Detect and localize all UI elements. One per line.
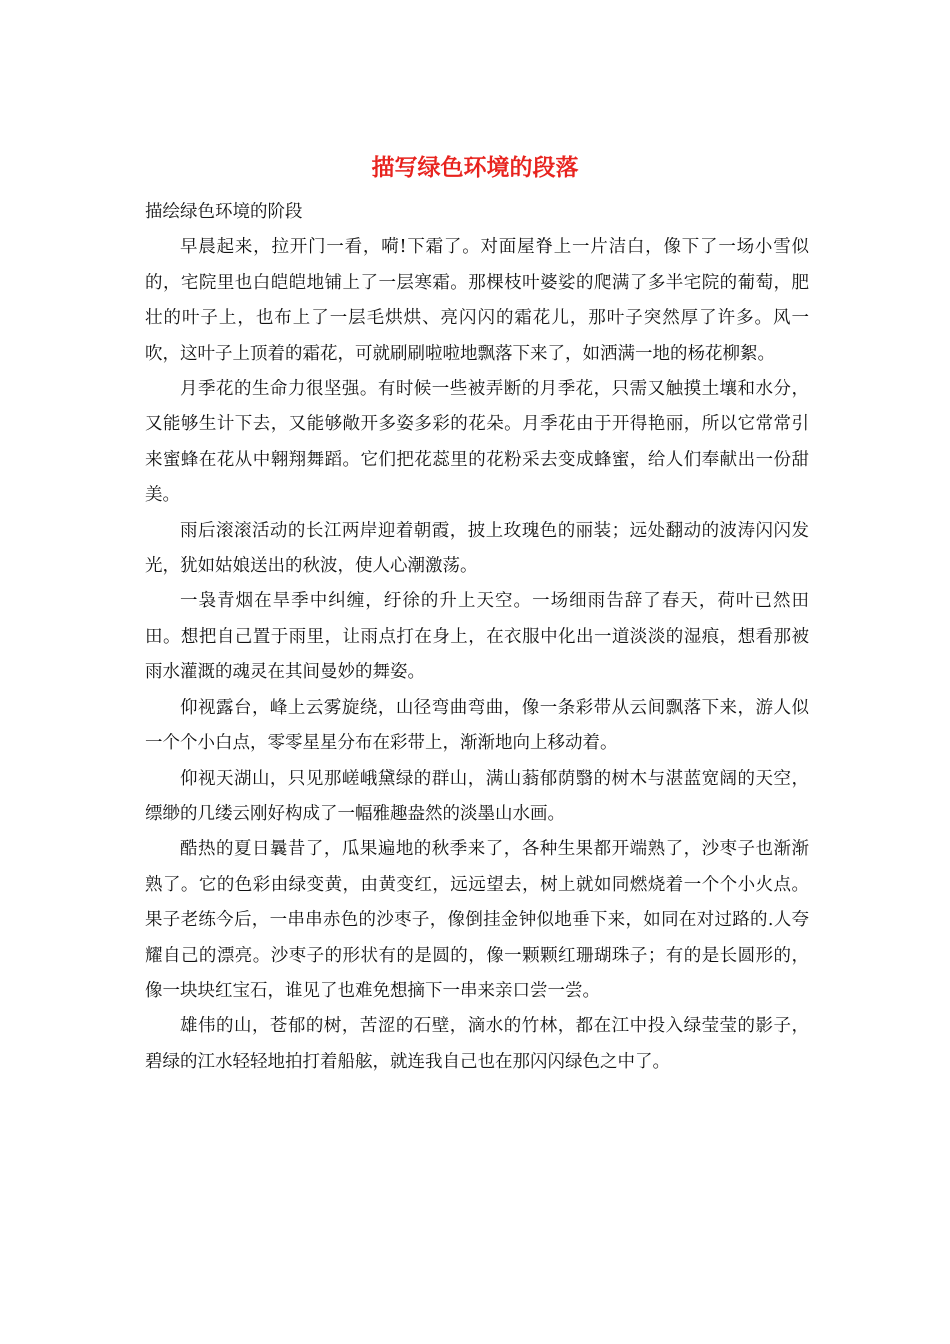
paragraph-6: 仰视天湖山，只见那嵯峨黛绿的群山，满山蓊郁荫翳的树木与湛蓝宽阔的天空，缥缈的几缕云刚好构成了一幅雅趣盎然的淡墨山水画。 <box>145 768 809 824</box>
paragraph-4: 一袅青烟在旱季中纠缠，纡徐的升上天空。一场细雨告辞了春天，荷叶已然田田。想把自己置于雨里，让雨点打在身上，在衣服中化出一道淡淡的湿痕，想看那被雨水灌溉的魂灵在其间曼妙的舞姿。 <box>145 591 809 683</box>
paragraph-1: 早晨起来，拉开门一看，嗬!下霜了。对面屋脊上一片洁白，像下了一场小雪似的，宅院里也白皑皑地铺上了一层寒霜。那棵枝叶婆娑的爬满了多半宅院的葡萄，肥壮的叶子上，也布上了一层毛烘烘、亮闪闪的霜花儿，那叶子突然厚了许多。风一吹，这叶子上顶着的霜花，可就刷刷啦啦地飘落下来了，如洒满一地的杨花柳絮。 <box>145 237 809 364</box>
paragraph-3: 雨后滚滚活动的长江两岸迎着朝霞，披上玫瑰色的丽装；远处翻动的波涛闪闪发光，犹如姑娘送出的秋波，使人心潮激荡。 <box>145 520 809 577</box>
paragraph-8: 雄伟的山，苍郁的树，苦涩的石壁，滴水的竹林，都在江中投入绿莹莹的影子，碧绿的江水轻轻地拍打着船舷，就连我自己也在那闪闪绿色之中了。 <box>145 1016 809 1072</box>
page-title: 描写绿色环境的段落 <box>371 154 579 181</box>
document-subtitle: 描绘绿色环境的阶段 <box>145 202 303 222</box>
paragraph-7: 酷热的夏日曩昔了，瓜果遍地的秋季来了，各种生果都开端熟了，沙枣子也渐渐熟了。它的色彩由绿变黄，由黄变红，远远望去，树上就如同燃烧着一个个小火点。果子老练今后，一串串赤色的沙枣子，像倒挂金钟似地垂下来，如同在对过路的.人夸耀自己的漂亮。沙枣子的形状有的是圆的，像一颗颗红珊瑚珠子；有的是长圆形的，像一块块红宝石，谁见了也难免想摘下一串来亲口尝一尝。 <box>145 839 809 1001</box>
paragraph-2: 月季花的生命力很坚强。有时候一些被弄断的月季花，只需又触摸土壤和水分，又能够生计下去，又能够敞开多姿多彩的花朵。月季花由于开得艳丽，所以它常常引来蜜蜂在花从中翱翔舞蹈。它们把花蕊里的花粉采去变成蜂蜜，给人们奉献出一份甜美。 <box>145 379 809 506</box>
paragraph-5: 仰视露台，峰上云雾旋绕，山径弯曲弯曲，像一条彩带从云间飘落下来，游人似一个个小白点，零零星星分布在彩带上，渐渐地向上移动着。 <box>145 697 809 754</box>
document-body <box>145 195 809 1080</box>
